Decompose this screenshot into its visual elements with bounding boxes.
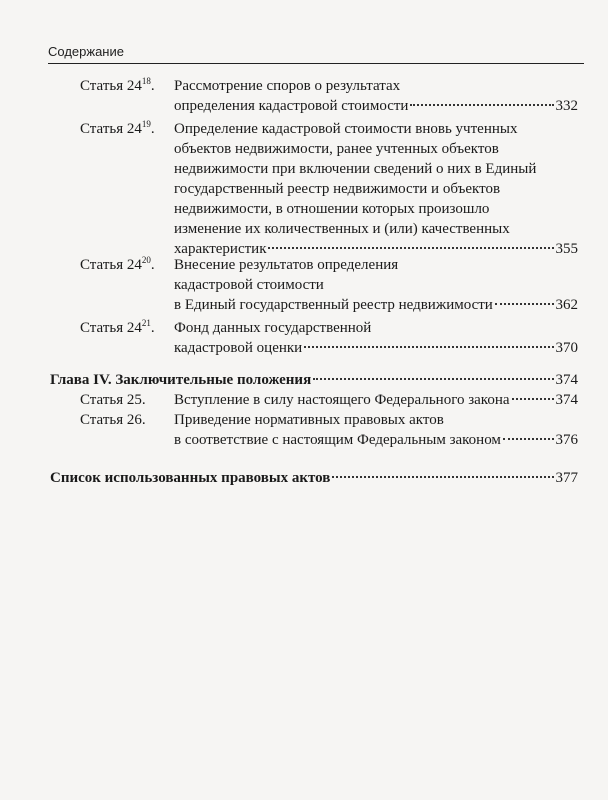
toc-entry-24-20-line-3 xyxy=(174,295,578,315)
toc-entry-title: недвижимости при включении сведений о них в Единый xyxy=(174,161,537,177)
dot-leader xyxy=(503,437,554,440)
page-header-title: Содержание xyxy=(48,44,124,59)
toc-entry-title: государственный реестр недвижимости и объектов xyxy=(174,181,501,197)
toc-entry-26-line-2 xyxy=(174,430,578,450)
toc-entry-title: недвижимости, в отношении которых произошло xyxy=(174,201,490,217)
toc-entry-24-19-line-1 xyxy=(80,119,517,139)
toc-entry-26-line-1 xyxy=(80,410,444,430)
toc-entry-title: Приведение нормативных правовых актов xyxy=(174,412,444,428)
dot-leader xyxy=(304,345,553,348)
dot-leader xyxy=(313,377,553,380)
dot-leader xyxy=(268,246,553,249)
toc-page-number: 376 xyxy=(555,432,578,448)
toc-entry-24-19-line-2 xyxy=(174,139,499,159)
toc-entry-24-19-line-6 xyxy=(174,219,510,239)
toc-entry-label: Статья 26. xyxy=(80,412,146,428)
toc-page-number: 332 xyxy=(555,98,578,114)
toc-page-number: 370 xyxy=(555,340,578,356)
toc-page-number: 374 xyxy=(555,372,578,388)
toc-entry-title: кадастровой оценки xyxy=(174,340,303,356)
toc-entry-title: в соответствие с настоящим Федеральным законом xyxy=(174,432,501,448)
toc-entry-title: Рассмотрение споров о результатах xyxy=(174,78,401,94)
toc-entry-label: Статья 25. xyxy=(80,392,146,408)
toc-entry-title: кадастровой стоимости xyxy=(174,277,324,293)
toc-entry-label: Статья $24^{21}$. xyxy=(80,318,155,336)
dot-leader xyxy=(410,103,553,106)
toc-page-number: 355 xyxy=(555,241,578,257)
toc-entry-24-19-line-3 xyxy=(174,159,536,179)
toc-entry-label: Статья $24^{19}$. xyxy=(80,119,155,137)
toc-chapter-title: Глава IV. Заключительные положения xyxy=(50,372,312,388)
toc-entry-title: Определение кадастровой стоимости вновь учтенных xyxy=(174,121,518,137)
toc-page-number: 362 xyxy=(555,297,578,313)
toc-entry-25 xyxy=(80,390,578,410)
toc-entry-24-19-line-4 xyxy=(174,179,500,199)
dot-leader xyxy=(332,475,553,478)
toc-entry-24-21-line-2 xyxy=(174,338,578,358)
toc-entry-24-18-line-1 xyxy=(80,76,400,96)
toc-entry-title: Фонд данных государственной xyxy=(174,320,372,336)
dot-leader xyxy=(495,302,554,305)
page-header xyxy=(48,43,584,64)
toc-page-number: 377 xyxy=(555,470,578,486)
toc-entry-title: характеристик xyxy=(174,241,267,257)
toc-entry-24-18-line-2 xyxy=(174,96,578,116)
toc-entry-24-20-line-2 xyxy=(174,275,324,295)
toc-chapter-4 xyxy=(50,370,578,390)
toc-entry-24-20-line-1 xyxy=(80,255,398,275)
toc-entry-title: изменение их количественных и (или) качественных xyxy=(174,221,510,237)
toc-entry-title: определения кадастровой стоимости xyxy=(174,98,409,114)
toc-page-number: 374 xyxy=(555,392,578,408)
toc-entry-title: объектов недвижимости, ранее учтенных объектов xyxy=(174,141,499,157)
toc-entry-title: Внесение результатов определения xyxy=(174,257,399,273)
toc-entry-title: в Единый государственный реестр недвижимости xyxy=(174,297,493,313)
toc-entry-24-21-line-1 xyxy=(80,318,371,338)
toc-chapter-title: Список использованных правовых актов xyxy=(50,470,331,486)
toc-entry-title: Вступление в силу настоящего Федерального закона xyxy=(174,392,510,408)
toc-entry-label: Статья $24^{20}$. xyxy=(80,255,155,273)
dot-leader xyxy=(512,397,554,400)
toc-entry-label: Статья $24^{18}$. xyxy=(80,76,155,94)
toc-bibliography xyxy=(50,468,578,488)
toc-entry-24-19-line-5 xyxy=(174,199,489,219)
